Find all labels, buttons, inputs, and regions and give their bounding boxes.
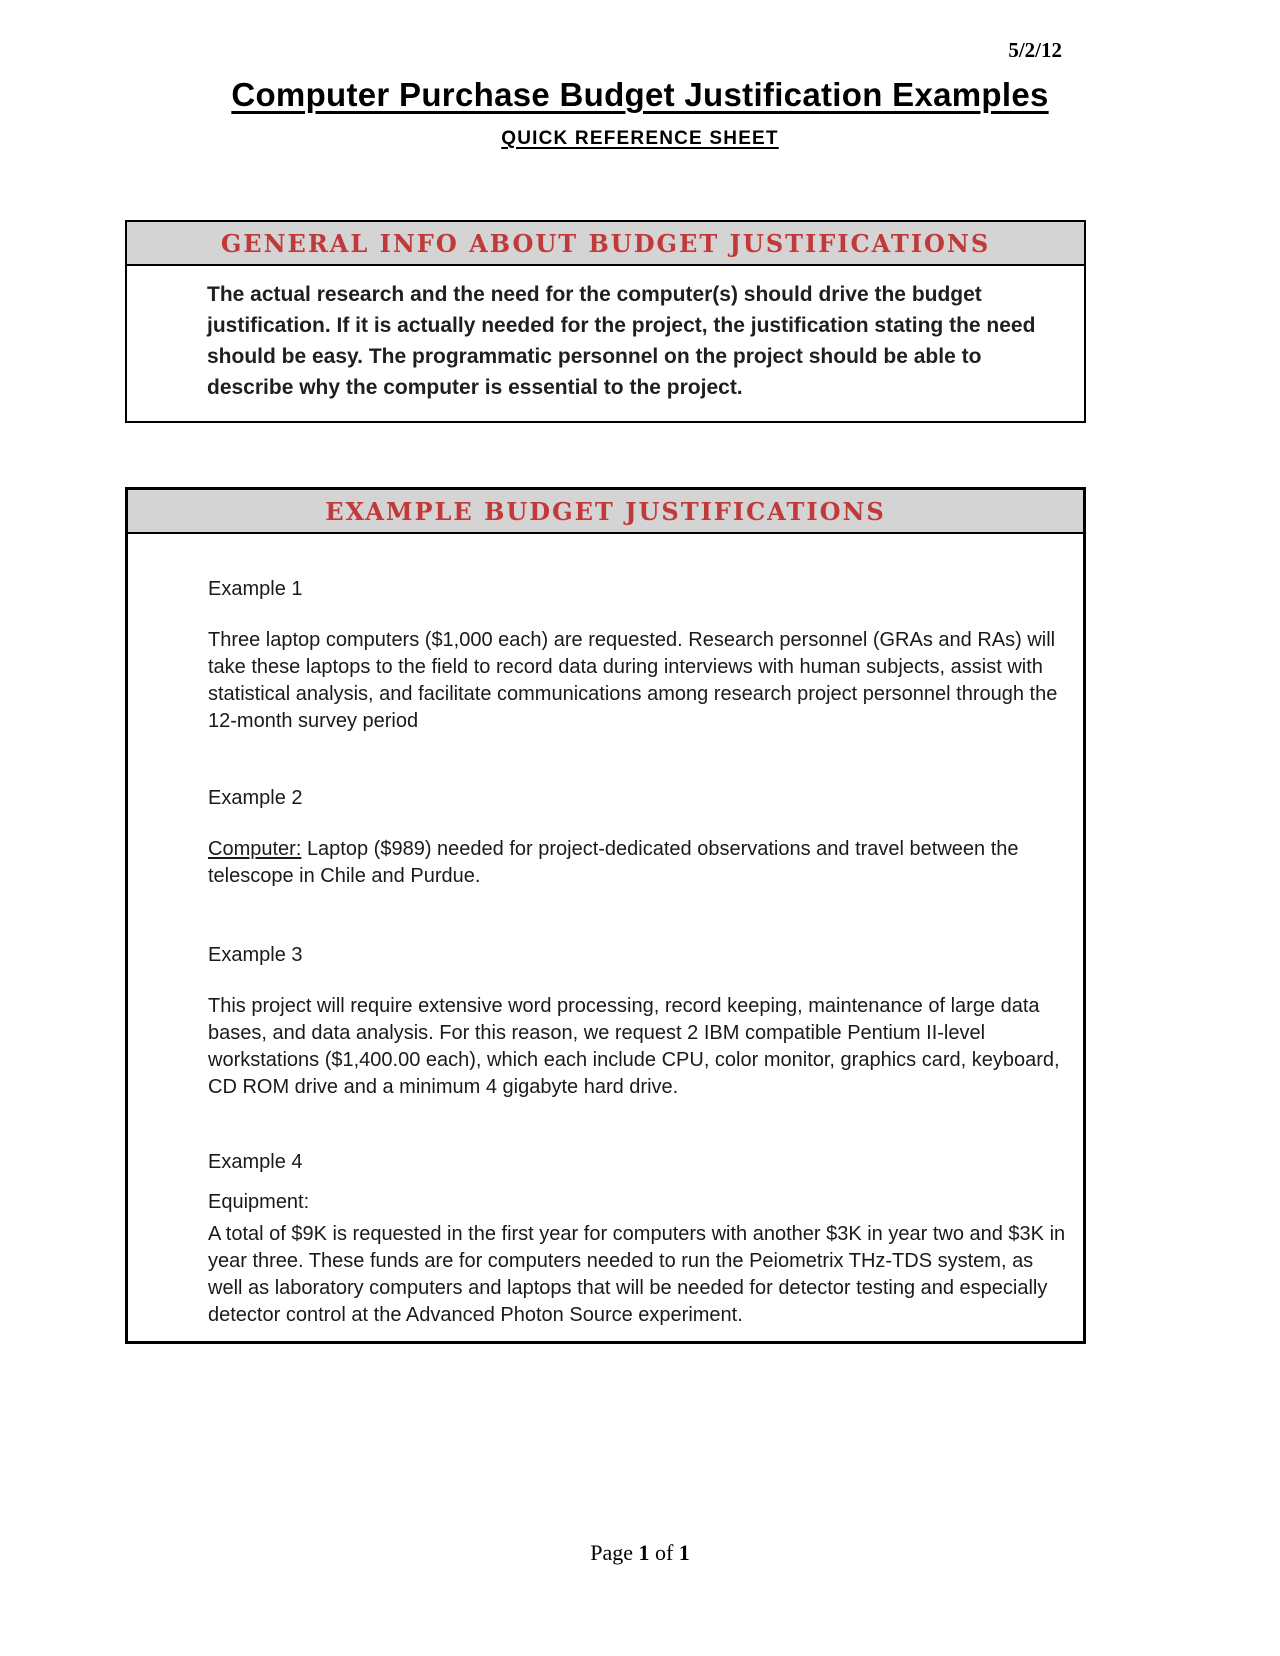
examples-body	[128, 534, 1083, 1341]
example-1-body: Three laptop computers ($1,000 each) are requested. Research personnel (GRAs and RAs) will take these laptops to the field to record data during interviews with human subjects, assist with statistical analysis, and facilitate communications among research project personnel through the 12-month survey period	[208, 629, 1058, 732]
example-4-body: A total of $9K is requested in the first year for computers with another $3K in year two and $3K in year three. These funds are for computers needed to run the Peiometrix THz-TDS system, as well as laboratory computers and laptops that will be needed for detector testing and especially detector control at the Advanced Photon Source experiment.	[208, 1223, 1066, 1326]
footer-page-number: 1	[638, 1540, 650, 1565]
general-info-body: The actual research and the need for the computer(s) should drive the budget justification. If it is actually needed for the project, the justification stating the need should be easy. The programmatic personnel on the project should be able to describe why the computer is essential to the project.	[207, 283, 1036, 399]
example-2-label: Example 2	[208, 787, 303, 809]
footer-word-page: Page	[590, 1540, 633, 1565]
general-info-box	[125, 220, 1086, 423]
examples-heading: EXAMPLE BUDGET JUSTIFICATIONS	[128, 490, 1083, 534]
example-4-label: Example 4	[208, 1151, 303, 1173]
document-title: Computer Purchase Budget Justification Examples	[231, 76, 1049, 113]
example-2-body	[208, 836, 1067, 890]
page-footer	[0, 1540, 1280, 1566]
example-3-label: Example 3	[208, 944, 303, 966]
example-1-label: Example 1	[208, 578, 303, 600]
example-2-text: Laptop ($989) needed for project-dedicated observations and travel between the telescope in Chile and Purdue.	[208, 838, 1019, 887]
document-date: 5/2/12	[1008, 38, 1062, 62]
example-4-equipment-label: Equipment:	[208, 1191, 310, 1213]
example-2-lead: Computer:	[208, 838, 302, 860]
footer-page-total: 1	[678, 1540, 690, 1565]
general-info-heading: GENERAL INFO ABOUT BUDGET JUSTIFICATIONS	[127, 222, 1084, 266]
footer-word-of: of	[654, 1540, 674, 1565]
example-3-body: This project will require extensive word processing, record keeping, maintenance of large data bases, and data analysis. For this reason, we request 2 IBM compatible Pentium II-level workstations ($1,400.00 each), which each include CPU, color monitor, graphics card, keyboard, CD ROM drive and a minimum 4 gigabyte hard drive.	[208, 995, 1060, 1098]
document-subtitle: QUICK REFERENCE SHEET	[501, 128, 779, 149]
examples-box	[125, 487, 1086, 1344]
